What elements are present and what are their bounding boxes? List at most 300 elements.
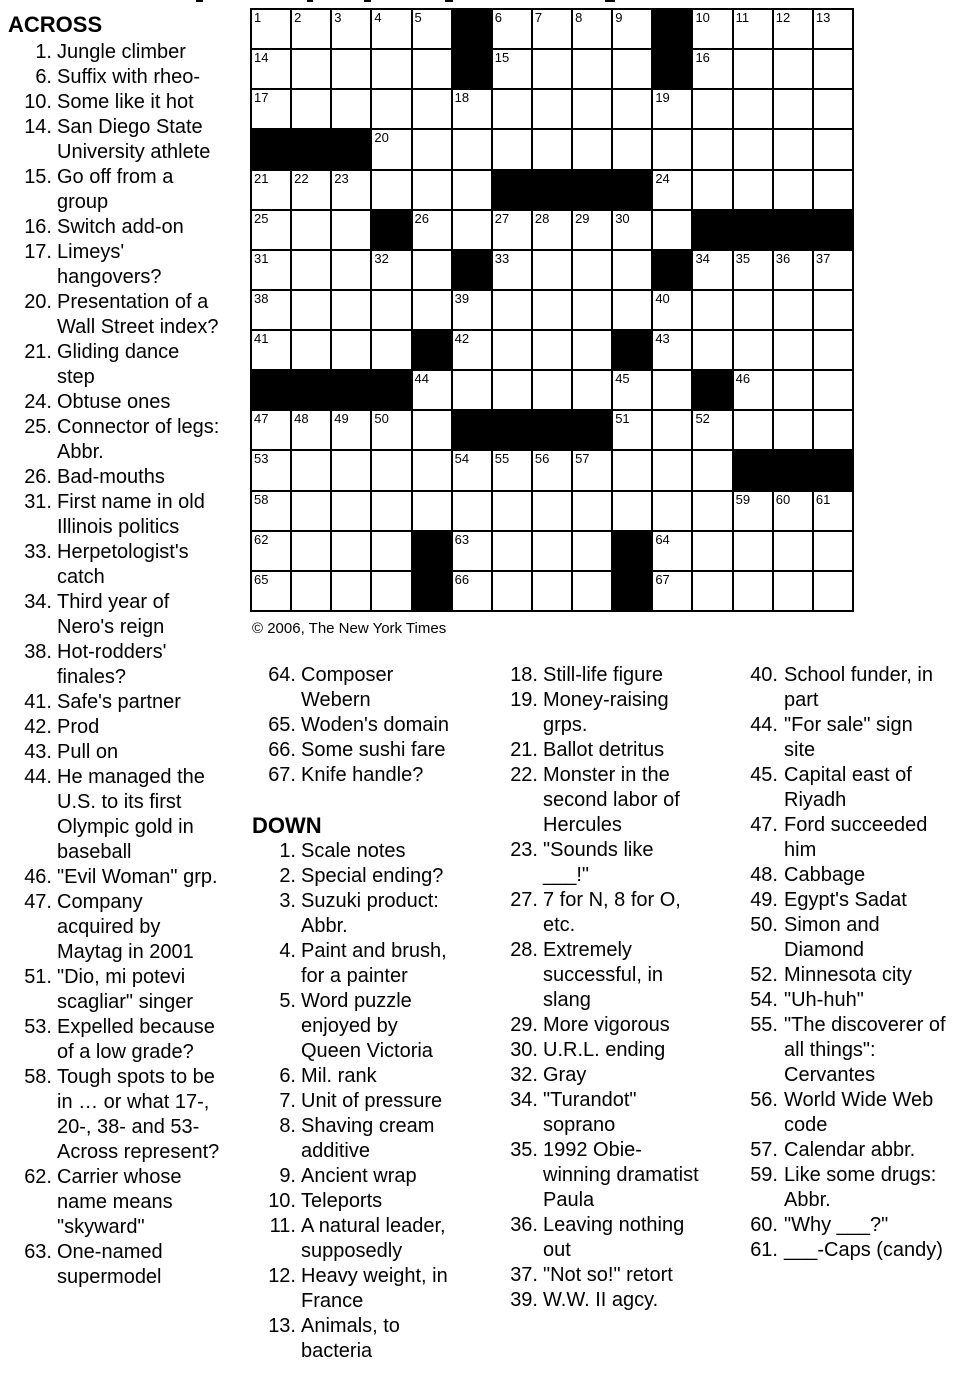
grid-cell[interactable] — [734, 90, 772, 128]
grid-cell[interactable] — [332, 451, 370, 489]
grid-cell[interactable] — [573, 451, 611, 489]
grid-cell[interactable] — [252, 90, 290, 128]
clue-text: Leaving nothing out — [543, 1214, 685, 1261]
grid-cell[interactable] — [774, 492, 812, 530]
clue-number: 29. — [510, 1014, 538, 1036]
grid-cell[interactable] — [653, 411, 691, 449]
grid-cell[interactable] — [814, 130, 852, 168]
clue-number: 46. — [24, 866, 52, 888]
grid-cell[interactable] — [493, 532, 531, 570]
grid-cell[interactable] — [734, 291, 772, 329]
grid-cell[interactable] — [493, 251, 531, 289]
grid-cell[interactable] — [252, 10, 290, 48]
grid-cell[interactable] — [774, 572, 812, 610]
grid-cell[interactable] — [533, 492, 571, 530]
grid-cell[interactable] — [372, 130, 410, 168]
grid-cell[interactable] — [693, 331, 731, 369]
clue-number: 42. — [24, 716, 52, 738]
black-square — [292, 371, 330, 409]
grid-cell[interactable] — [292, 90, 330, 128]
cell-number: 62 — [254, 531, 269, 547]
clue-down-29 — [505, 1013, 705, 1038]
clue-text: Simon and Diamond — [784, 914, 880, 961]
black-square — [734, 451, 772, 489]
grid-cell[interactable] — [613, 10, 651, 48]
grid-cell[interactable] — [653, 90, 691, 128]
grid-cell[interactable] — [533, 50, 571, 88]
cell-number: 42 — [454, 331, 470, 347]
black-square — [774, 211, 812, 249]
grid-cell[interactable] — [292, 10, 330, 48]
clue-number: 23. — [510, 839, 538, 861]
clue-across-46 — [8, 865, 224, 890]
clue-text: Safe's partner — [57, 691, 181, 713]
grid-cell[interactable] — [252, 411, 290, 449]
grid-cell[interactable] — [332, 90, 370, 128]
clue-text: Tough spots to be in … or what 17-, 20-, 38- and 53-Across represent? — [57, 1066, 220, 1163]
grid-cell[interactable] — [292, 492, 330, 530]
clue-across-10 — [8, 90, 224, 115]
grid-cell[interactable] — [653, 532, 691, 570]
clue-across-15 — [8, 165, 224, 215]
grid-cell[interactable] — [252, 171, 290, 209]
grid-cell[interactable] — [453, 451, 491, 489]
clue-text: Animals, to bacteria — [301, 1315, 400, 1362]
clue-number: 36. — [510, 1214, 538, 1236]
grid-cell[interactable] — [693, 532, 731, 570]
grid-cell[interactable] — [653, 291, 691, 329]
grid-cell[interactable] — [734, 492, 772, 530]
grid-cell[interactable] — [573, 90, 611, 128]
clue-across-41 — [8, 690, 224, 715]
clue-across-24 — [8, 390, 224, 415]
grid-cell[interactable] — [453, 291, 491, 329]
grid-cell[interactable] — [573, 371, 611, 409]
clue-number: 6. — [279, 1065, 296, 1087]
clue-text: "Dio, mi potevi scagliar" singer — [57, 966, 194, 1013]
clue-text: Minnesota city — [784, 964, 912, 986]
grid-cell[interactable] — [413, 10, 451, 48]
grid-cell[interactable] — [734, 130, 772, 168]
clue-text: Scale notes — [301, 840, 406, 862]
grid-cell[interactable] — [573, 572, 611, 610]
grid-cell[interactable] — [252, 211, 290, 249]
grid-cell[interactable] — [453, 532, 491, 570]
grid-cell[interactable] — [613, 291, 651, 329]
grid-cell[interactable] — [573, 211, 611, 249]
grid-cell[interactable] — [453, 572, 491, 610]
grid-cell[interactable] — [292, 211, 330, 249]
grid-cell[interactable] — [252, 532, 290, 570]
grid-cell[interactable] — [653, 331, 691, 369]
grid-cell[interactable] — [372, 291, 410, 329]
grid-cell[interactable] — [493, 451, 531, 489]
clue-down-45 — [745, 763, 947, 813]
clue-across-20 — [8, 290, 224, 340]
grid-cell[interactable] — [693, 451, 731, 489]
grid-cell[interactable] — [613, 130, 651, 168]
clue-across-34 — [8, 590, 224, 640]
clue-down-22 — [505, 763, 705, 838]
grid-cell[interactable] — [292, 532, 330, 570]
clue-across-62 — [8, 1165, 224, 1240]
grid-cell[interactable] — [453, 492, 491, 530]
clue-across-14 — [8, 115, 224, 165]
grid-cell[interactable] — [573, 10, 611, 48]
grid-cell[interactable] — [292, 411, 330, 449]
grid-cell[interactable] — [814, 50, 852, 88]
grid-cell[interactable] — [734, 572, 772, 610]
grid-cell[interactable] — [734, 10, 772, 48]
cell-number: 11 — [735, 10, 750, 25]
clue-text: Third year of Nero's reign — [57, 591, 170, 638]
clue-number: 53. — [24, 1016, 52, 1038]
grid-cell[interactable] — [332, 211, 370, 249]
clue-number: 41. — [24, 691, 52, 713]
clue-number: 17. — [24, 241, 52, 263]
cell-number: 57 — [575, 451, 590, 467]
grid-cell[interactable] — [573, 50, 611, 88]
grid-cell[interactable] — [814, 371, 852, 409]
grid-cell[interactable] — [533, 371, 571, 409]
grid-cell[interactable] — [653, 371, 691, 409]
grid-cell[interactable] — [372, 492, 410, 530]
grid-cell[interactable] — [533, 130, 571, 168]
grid-cell[interactable] — [774, 291, 812, 329]
grid-cell[interactable] — [413, 371, 451, 409]
grid-cell[interactable] — [493, 90, 531, 128]
grid-cell[interactable] — [372, 572, 410, 610]
grid-cell[interactable] — [613, 211, 651, 249]
cell-number: 54 — [454, 451, 470, 467]
clue-number: 26. — [24, 466, 52, 488]
black-square — [653, 50, 691, 88]
grid-cell[interactable] — [493, 130, 531, 168]
grid-cell[interactable] — [613, 371, 651, 409]
grid-cell[interactable] — [774, 532, 812, 570]
cell-number: 36 — [775, 250, 791, 266]
clue-number: 13. — [268, 1315, 296, 1337]
clue-down-8 — [252, 1114, 464, 1164]
clue-across-64 — [252, 663, 464, 713]
grid-cell[interactable] — [413, 211, 451, 249]
grid-cell[interactable] — [252, 331, 290, 369]
cell-number: 65 — [254, 571, 269, 587]
grid-cell[interactable] — [493, 211, 531, 249]
grid-cell[interactable] — [413, 411, 451, 449]
grid-cell[interactable] — [413, 451, 451, 489]
grid-cell[interactable] — [693, 411, 731, 449]
clue-text: Special ending? — [301, 865, 444, 887]
clue-number: 37. — [510, 1264, 538, 1286]
clue-number: 40. — [750, 664, 778, 686]
grid-cell[interactable] — [734, 411, 772, 449]
cell-number: 32 — [374, 250, 389, 266]
grid-cell[interactable] — [372, 10, 410, 48]
grid-cell[interactable] — [653, 451, 691, 489]
grid-cell[interactable] — [372, 532, 410, 570]
grid-cell[interactable] — [814, 171, 852, 209]
clue-down-34 — [505, 1088, 705, 1138]
grid-cell[interactable] — [573, 291, 611, 329]
grid-cell[interactable] — [332, 50, 370, 88]
clue-text: Suzuki product: Abbr. — [301, 890, 439, 937]
grid-cell[interactable] — [774, 90, 812, 128]
grid-cell[interactable] — [613, 90, 651, 128]
cell-number: 51 — [615, 411, 630, 427]
grid-cell[interactable] — [774, 171, 812, 209]
clue-text: "Not so!" retort — [543, 1264, 673, 1286]
grid-cell[interactable] — [533, 331, 571, 369]
grid-cell[interactable] — [693, 291, 731, 329]
black-square — [653, 251, 691, 289]
grid-cell[interactable] — [413, 90, 451, 128]
clue-number: 18. — [510, 664, 538, 686]
grid-cell[interactable] — [332, 10, 370, 48]
clue-number: 21. — [510, 739, 538, 761]
grid-cell[interactable] — [453, 130, 491, 168]
black-square — [413, 331, 451, 369]
grid-cell[interactable] — [734, 532, 772, 570]
grid-cell[interactable] — [734, 171, 772, 209]
grid-cell[interactable] — [613, 50, 651, 88]
clue-text: Ballot detritus — [543, 739, 665, 761]
grid-cell[interactable] — [693, 171, 731, 209]
grid-cell[interactable] — [734, 251, 772, 289]
black-square — [573, 171, 611, 209]
grid-cell[interactable] — [774, 130, 812, 168]
clue-down-5 — [252, 989, 464, 1064]
grid-cell[interactable] — [292, 171, 330, 209]
grid-cell[interactable] — [252, 572, 290, 610]
grid-cell[interactable] — [292, 331, 330, 369]
grid-cell[interactable] — [332, 291, 370, 329]
grid-cell[interactable] — [693, 50, 731, 88]
grid-cell[interactable] — [453, 331, 491, 369]
cell-number: 33 — [494, 250, 510, 266]
black-square — [372, 211, 410, 249]
grid-cell[interactable] — [774, 411, 812, 449]
grid-cell[interactable] — [573, 251, 611, 289]
clue-text: "The discoverer of all things": Cervantes — [784, 1014, 946, 1086]
grid-cell[interactable] — [252, 50, 290, 88]
black-square — [252, 130, 290, 168]
grid-cell[interactable] — [573, 130, 611, 168]
grid-cell[interactable] — [453, 371, 491, 409]
grid-cell[interactable] — [332, 331, 370, 369]
grid-cell[interactable] — [814, 10, 852, 48]
clue-number: 27. — [510, 889, 538, 911]
grid-cell[interactable] — [734, 331, 772, 369]
grid-cell[interactable] — [613, 411, 651, 449]
grid-cell[interactable] — [814, 251, 852, 289]
grid-cell[interactable] — [292, 451, 330, 489]
grid-cell[interactable] — [814, 532, 852, 570]
grid-cell[interactable] — [653, 211, 691, 249]
clue-number: 28. — [510, 939, 538, 961]
clue-down-59 — [745, 1163, 947, 1213]
grid-cell[interactable] — [814, 331, 852, 369]
grid-cell[interactable] — [653, 492, 691, 530]
grid-cell[interactable] — [252, 492, 290, 530]
clue-text: Shaving cream additive — [301, 1115, 435, 1162]
grid-cell[interactable] — [332, 572, 370, 610]
grid-cell[interactable] — [453, 90, 491, 128]
grid-cell[interactable] — [372, 90, 410, 128]
grid-cell[interactable] — [493, 371, 531, 409]
grid-cell[interactable] — [332, 532, 370, 570]
clue-across-42 — [8, 715, 224, 740]
clue-text: 1992 Obie-winning dramatist Paula — [543, 1139, 699, 1211]
clue-text: School funder, in part — [784, 664, 933, 711]
clue-number: 47. — [24, 891, 52, 913]
grid-cell[interactable] — [252, 451, 290, 489]
black-square — [573, 411, 611, 449]
grid-cell[interactable] — [372, 451, 410, 489]
grid-cell[interactable] — [533, 251, 571, 289]
grid-cell[interactable] — [814, 90, 852, 128]
clue-number: 25. — [24, 416, 52, 438]
grid-cell[interactable] — [453, 211, 491, 249]
clue-across-26 — [8, 465, 224, 490]
clue-number: 50. — [750, 914, 778, 936]
grid-cell[interactable] — [533, 90, 571, 128]
grid-cell[interactable] — [533, 211, 571, 249]
clue-text: Bad-mouths — [57, 466, 165, 488]
grid-cell[interactable] — [252, 251, 290, 289]
grid-cell[interactable] — [774, 251, 812, 289]
clue-text: ___-Caps (candy) — [784, 1239, 943, 1261]
grid-cell[interactable] — [292, 50, 330, 88]
cell-number: 7 — [534, 10, 543, 25]
grid-cell[interactable] — [372, 50, 410, 88]
grid-cell[interactable] — [573, 331, 611, 369]
grid-cell[interactable] — [814, 411, 852, 449]
grid-cell[interactable] — [292, 572, 330, 610]
grid-cell[interactable] — [332, 251, 370, 289]
clue-across-38 — [8, 640, 224, 690]
clue-text: Jungle climber — [57, 41, 186, 63]
grid-cell[interactable] — [693, 90, 731, 128]
grid-cell[interactable] — [653, 171, 691, 209]
cell-number: 64 — [655, 531, 670, 547]
clue-number: 9. — [279, 1165, 296, 1187]
cell-number: 20 — [374, 130, 389, 146]
grid-cell[interactable] — [413, 50, 451, 88]
cell-number: 34 — [695, 250, 710, 266]
grid-cell[interactable] — [533, 10, 571, 48]
grid-cell[interactable] — [372, 171, 410, 209]
grid-cell[interactable] — [693, 10, 731, 48]
black-square — [413, 532, 451, 570]
grid-cell[interactable] — [372, 411, 410, 449]
grid-cell[interactable] — [332, 411, 370, 449]
grid-cell[interactable] — [533, 451, 571, 489]
grid-cell[interactable] — [533, 572, 571, 610]
clue-text: Word puzzle enjoyed by Queen Victoria — [301, 990, 433, 1062]
clue-down-6 — [252, 1064, 464, 1089]
clue-down-52 — [745, 963, 947, 988]
clue-text: Company acquired by Maytag in 2001 — [57, 891, 194, 963]
grid-cell[interactable] — [292, 251, 330, 289]
grid-cell[interactable] — [533, 291, 571, 329]
clue-down-54 — [745, 988, 947, 1013]
grid-cell[interactable] — [493, 291, 531, 329]
grid-cell[interactable] — [613, 492, 651, 530]
grid-cell[interactable] — [774, 331, 812, 369]
grid-cell[interactable] — [252, 291, 290, 329]
grid-cell[interactable] — [372, 331, 410, 369]
clue-number: 24. — [24, 391, 52, 413]
clue-text: Monster in the second labor of Hercules — [543, 764, 680, 836]
grid-cell[interactable] — [774, 50, 812, 88]
grid-cell[interactable] — [372, 251, 410, 289]
grid-cell[interactable] — [493, 331, 531, 369]
grid-cell[interactable] — [774, 10, 812, 48]
clue-text: "Turandot" soprano — [543, 1089, 637, 1136]
grid-cell[interactable] — [734, 50, 772, 88]
clue-number: 33. — [24, 541, 52, 563]
clue-number: 8. — [279, 1115, 296, 1137]
grid-cell[interactable] — [693, 492, 731, 530]
grid-cell[interactable] — [734, 371, 772, 409]
grid-cell[interactable] — [653, 572, 691, 610]
grid-cell[interactable] — [493, 492, 531, 530]
grid-cell[interactable] — [413, 251, 451, 289]
grid-cell[interactable] — [493, 50, 531, 88]
clue-down-13 — [252, 1314, 464, 1364]
grid-cell[interactable] — [693, 251, 731, 289]
grid-cell[interactable] — [493, 10, 531, 48]
grid-cell[interactable] — [613, 451, 651, 489]
grid-cell[interactable] — [613, 251, 651, 289]
grid-cell[interactable] — [413, 492, 451, 530]
cell-number: 52 — [695, 411, 710, 427]
grid-cell[interactable] — [573, 492, 611, 530]
cell-number: 67 — [655, 571, 670, 587]
cell-number: 59 — [735, 491, 751, 507]
grid-cell[interactable] — [533, 532, 571, 570]
clue-down-30 — [505, 1038, 705, 1063]
clue-number: 1. — [35, 41, 52, 63]
grid-cell[interactable] — [332, 492, 370, 530]
grid-cell[interactable] — [774, 371, 812, 409]
grid-cell[interactable] — [814, 291, 852, 329]
grid-cell[interactable] — [453, 171, 491, 209]
grid-cell[interactable] — [493, 572, 531, 610]
cell-number: 28 — [534, 210, 550, 226]
cell-number: 27 — [494, 210, 510, 226]
grid-cell[interactable] — [814, 572, 852, 610]
grid-cell[interactable] — [814, 492, 852, 530]
grid-cell[interactable] — [413, 130, 451, 168]
grid-cell[interactable] — [332, 171, 370, 209]
grid-cell[interactable] — [653, 130, 691, 168]
grid-cell[interactable] — [292, 291, 330, 329]
grid-cell[interactable] — [573, 532, 611, 570]
clue-down-12 — [252, 1264, 464, 1314]
clue-text: Still-life figure — [543, 664, 664, 686]
grid-cell[interactable] — [693, 130, 731, 168]
grid-cell[interactable] — [693, 572, 731, 610]
grid-cell[interactable] — [413, 171, 451, 209]
clue-number: 51. — [24, 966, 52, 988]
cell-number: 55 — [494, 451, 510, 467]
clue-across-67 — [252, 763, 464, 788]
clue-text: 7 for N, 8 for O, etc. — [543, 889, 681, 936]
grid-cell[interactable] — [413, 291, 451, 329]
clue-text: Cabbage — [784, 864, 866, 886]
